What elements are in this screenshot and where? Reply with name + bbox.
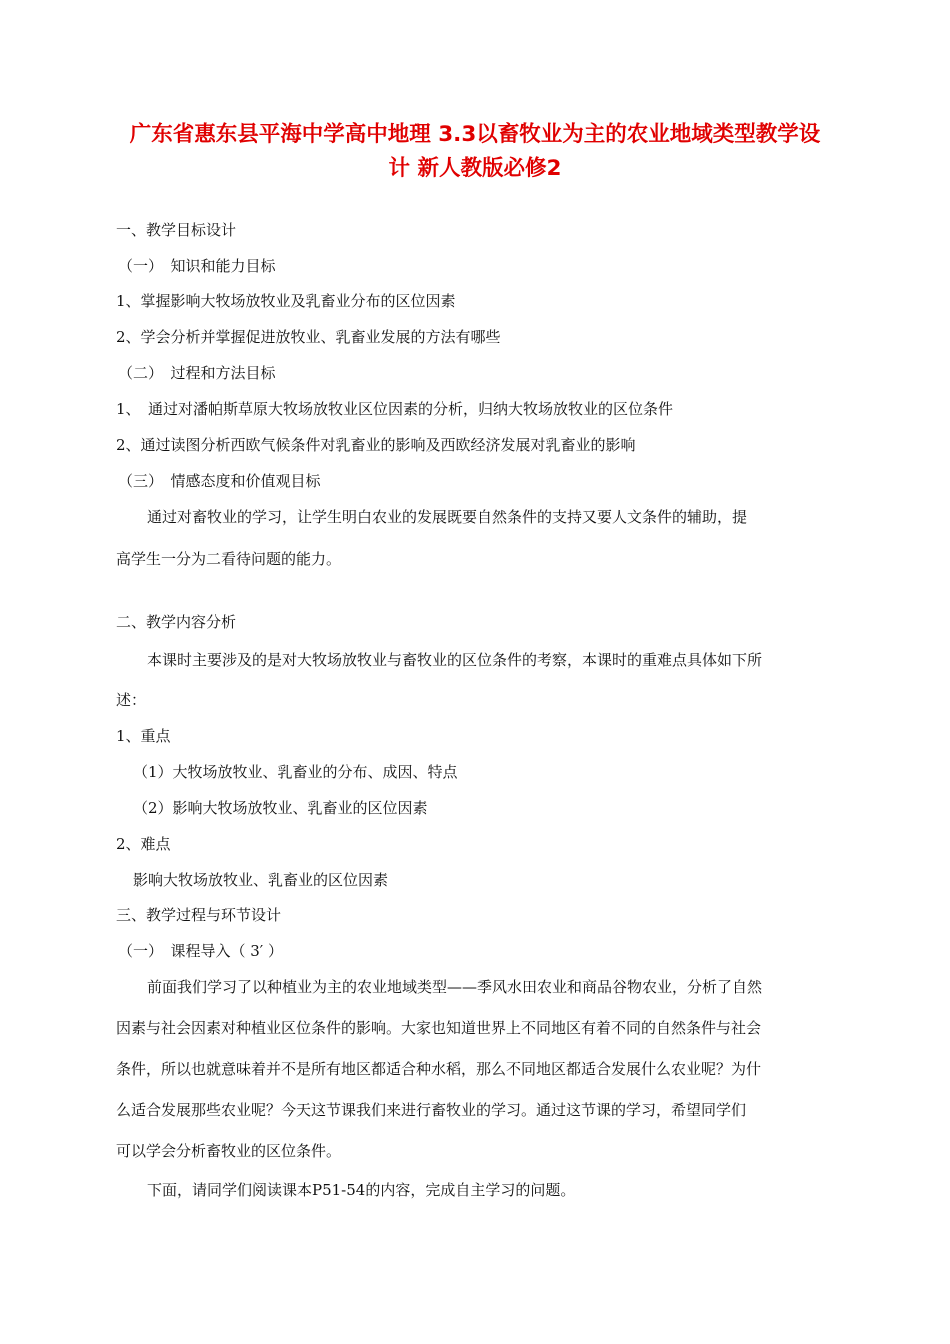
paragraph-line: 条件，所以也就意味着并不是所有地区都适合种水稻，那么不同地区都适合发展什么农业呢？为什: [116, 1060, 762, 1078]
title-line-1: 广东省惠东县平海中学高中地理 3.3以畜牧业为主的农业地域类型教学设: [129, 122, 821, 147]
paragraph-line: 因素与社会因素对种植业区位条件的影响。大家也知道世界上不同地区有着不同的自然条件与社会: [116, 1019, 762, 1037]
paragraph-line: 高学生一分为二看待问题的能力。: [116, 550, 342, 568]
paragraph-line: 么适合发展那些农业呢？今天这节课我们来进行畜牧业的学习。通过这节课的学习，希望同学们: [116, 1101, 747, 1119]
paragraph-line: 2、难点: [116, 835, 171, 853]
paragraph-line: 前面我们学习了以种植业为主的农业地域类型——季风水田农业和商品谷物农业，分析了自然: [147, 978, 763, 996]
paragraph-line: 述：: [116, 691, 147, 709]
section-heading-1: 一、教学目标设计: [116, 221, 237, 239]
subsection-heading: （三） 情感态度和价值观目标: [118, 472, 321, 490]
paragraph-line: 2、学会分析并掌握促进放牧业、乳畜业发展的方法有哪些: [116, 328, 501, 346]
paragraph-line: 下面，请同学们阅读课本P51-54的内容，完成自主学习的问题。: [147, 1181, 576, 1199]
paragraph-line: 通过对畜牧业的学习，让学生明白农业的发展既要自然条件的支持又要人文条件的辅助，提: [147, 508, 748, 526]
title-line-2: 计 新人教版必修2: [388, 156, 562, 181]
section-heading-3: 三、教学过程与环节设计: [116, 906, 282, 924]
section-heading-2: 二、教学内容分析: [116, 613, 237, 631]
list-item: （1）大牧场放牧业、乳畜业的分布、成因、特点: [133, 763, 458, 781]
paragraph-line: 本课时主要涉及的是对大牧场放牧业与畜牧业的区位条件的考察，本课时的重难点具体如下所: [147, 651, 763, 669]
paragraph-line: 1、掌握影响大牧场放牧业及乳畜业分布的区位因素: [116, 292, 456, 310]
paragraph-line: 影响大牧场放牧业、乳畜业的区位因素: [133, 871, 389, 889]
paragraph-line: 1、重点: [116, 727, 171, 745]
paragraph-line: 2、通过读图分析西欧气候条件对乳畜业的影响及西欧经济发展对乳畜业的影响: [116, 436, 636, 454]
subsection-heading: （二） 过程和方法目标: [118, 364, 276, 382]
document-title: [108, 118, 842, 186]
subsection-heading: （一） 课程导入（ 3′ ）: [118, 942, 283, 960]
paragraph-line: 1、 通过对潘帕斯草原大牧场放牧业区位因素的分析，归纳大牧场放牧业的区位条件: [116, 400, 674, 418]
paragraph-line: 可以学会分析畜牧业的区位条件。: [116, 1142, 342, 1160]
list-item: （2）影响大牧场放牧业、乳畜业的区位因素: [133, 799, 428, 817]
subsection-heading: （一） 知识和能力目标: [118, 257, 276, 275]
